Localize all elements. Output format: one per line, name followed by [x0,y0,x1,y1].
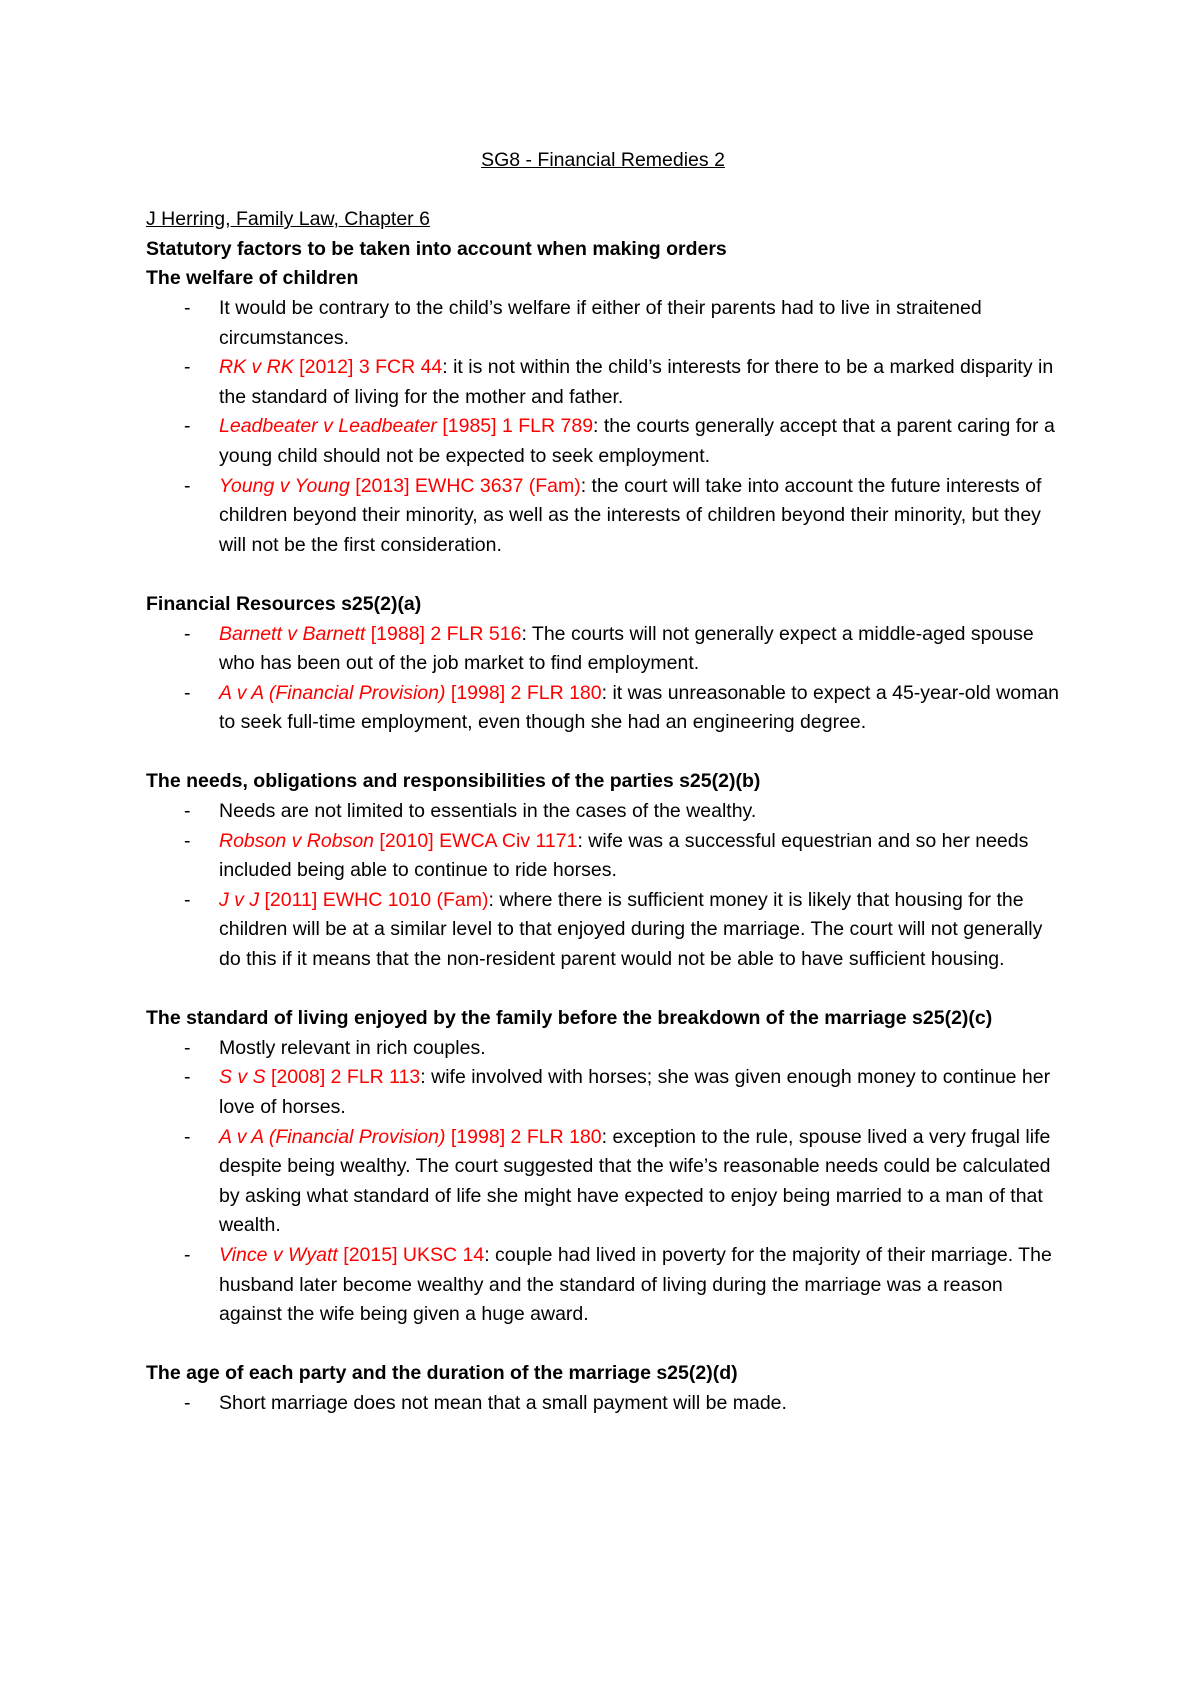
case-citation: [1998] 2 FLR 180 [445,681,602,704]
section [146,767,1060,974]
case-name: Leadbeater v Leadbeater [219,415,437,438]
list-item [146,353,1060,412]
item-text: Short marriage does not mean that a small payment will be made. [219,1391,787,1414]
bullet-dash: - [184,888,191,911]
case-name: Robson v Robson [219,829,375,852]
section-heading: Financial Resources s25(2)(a) [146,592,422,615]
item-text: Mostly relevant in rich couples. [219,1036,486,1059]
list-item [146,1063,1060,1122]
case-name: Young v Young [219,474,350,497]
bullet-dash: - [184,681,191,704]
section-heading: The needs, obligations and responsibilities of the parties s25(2)(b) [146,770,761,793]
section-heading: The welfare of children [146,267,359,290]
intro-heading: Statutory factors to be taken into account when making orders [146,237,727,260]
case-citation: [2013] EWHC 3637 (Fam) [349,474,581,497]
bullet-dash: - [184,622,191,645]
case-name: J v J [219,888,260,911]
case-citation: [1985] 1 FLR 789 [436,415,594,438]
list-item [146,1241,1060,1330]
section [146,1359,1060,1418]
list-item [146,827,1060,886]
bullet-dash: - [184,415,191,438]
case-citation: [2011] EWHC 1010 (Fam) [259,888,489,911]
case-name: S v S [219,1066,266,1089]
item-text: : it was unreasonable to expect a 45-year-old woman to seek full-time employment, even though she had an engineering degree. [219,681,1060,734]
bullet-dash: - [184,1243,191,1266]
case-name: Barnett v Barnett [219,622,366,645]
bullet-list [146,797,1060,975]
list-item [146,412,1060,471]
item-text: Needs are not limited to essentials in the cases of the wealthy. [219,800,757,823]
bullet-dash: - [184,1125,191,1148]
case-citation: [2008] 2 FLR 113 [265,1066,421,1089]
sections-container [146,264,1060,1418]
case-name: Vince v Wyatt [219,1243,338,1266]
bullet-dash: - [184,829,191,852]
list-item [146,472,1060,561]
source-reference: J Herring, Family Law, Chapter 6 [146,208,430,231]
item-text: : wife was a successful equestrian and so her needs included being able to continue to ride horses. [219,829,1029,882]
list-item [146,294,1060,353]
bullet-list [146,1389,1060,1419]
item-text: : the court will take into account the future interests of children beyond their minority, as well as the interests of children beyond their minority, but they will not be the first consideration. [219,474,1042,556]
list-item [146,1123,1060,1241]
bullet-dash: - [184,1036,191,1059]
case-citation: [1988] 2 FLR 516 [365,622,522,645]
bullet-dash: - [184,1066,191,1089]
item-text: : the courts generally accept that a parent caring for a young child should not be expected to seek employment. [219,415,1055,467]
case-citation: [2010] EWCA Civ 1171 [374,829,578,852]
list-item [146,797,1060,827]
item-text: : wife involved with horses; she was given enough money to continue her love of horses. [219,1066,1051,1118]
section [146,1004,1060,1330]
case-citation: [2012] 3 FCR 44 [293,356,443,379]
bullet-list [146,1034,1060,1330]
case-name: A v A (Financial Provision) [219,1125,446,1148]
item-text: : it is not within the child’s interests for there to be a marked disparity in the standard of living for the mother and father. [219,356,1054,408]
case-name: RK v RK [219,356,294,379]
case-name: A v A (Financial Provision) [219,681,446,704]
bullet-dash: - [184,296,191,319]
section [146,590,1060,738]
item-text: : The courts will not generally expect a middle-aged spouse who has been out of the job market to find employment. [219,622,1034,675]
item-text: : couple had lived in poverty for the majority of their marriage. The husband later become wealthy and the standard of living during the marriage was a reason against the wife being given a huge award. [219,1243,1052,1326]
bullet-dash: - [184,1391,191,1414]
bullet-list [146,620,1060,738]
document-title: SG8 - Financial Remedies 2 [481,149,725,171]
list-item [146,1034,1060,1064]
case-citation: [2015] UKSC 14 [337,1243,485,1266]
bullet-dash: - [184,356,191,379]
section [146,264,1060,560]
item-text: : where there is sufficient money it is likely that housing for the children will be at a similar level to that enjoyed during the marriage. The court will not generally do this if it means that the non-resident parent would not be able to have sufficient housing. [219,888,1043,971]
list-item [146,679,1060,738]
case-citation: [1998] 2 FLR 180 [445,1125,602,1148]
bullet-dash: - [184,474,191,497]
item-text: : exception to the rule, spouse lived a very frugal life despite being wealthy. The court suggested that the wife’s reasonable needs could be calculated by asking what standard of life she might have expected to enjoy being married to a man of that wealth. [219,1125,1051,1237]
list-item [146,620,1060,679]
section-heading: The age of each party and the duration of the marriage s25(2)(d) [146,1362,738,1385]
item-text: It would be contrary to the child’s welfare if either of their parents had to live in straitened circumstances. [219,296,982,349]
bullet-list [146,294,1060,560]
list-item [146,886,1060,975]
bullet-dash: - [184,800,191,823]
list-item [146,1389,1060,1419]
section-heading: The standard of living enjoyed by the family before the breakdown of the marriage s25(2)(c) [146,1007,993,1030]
